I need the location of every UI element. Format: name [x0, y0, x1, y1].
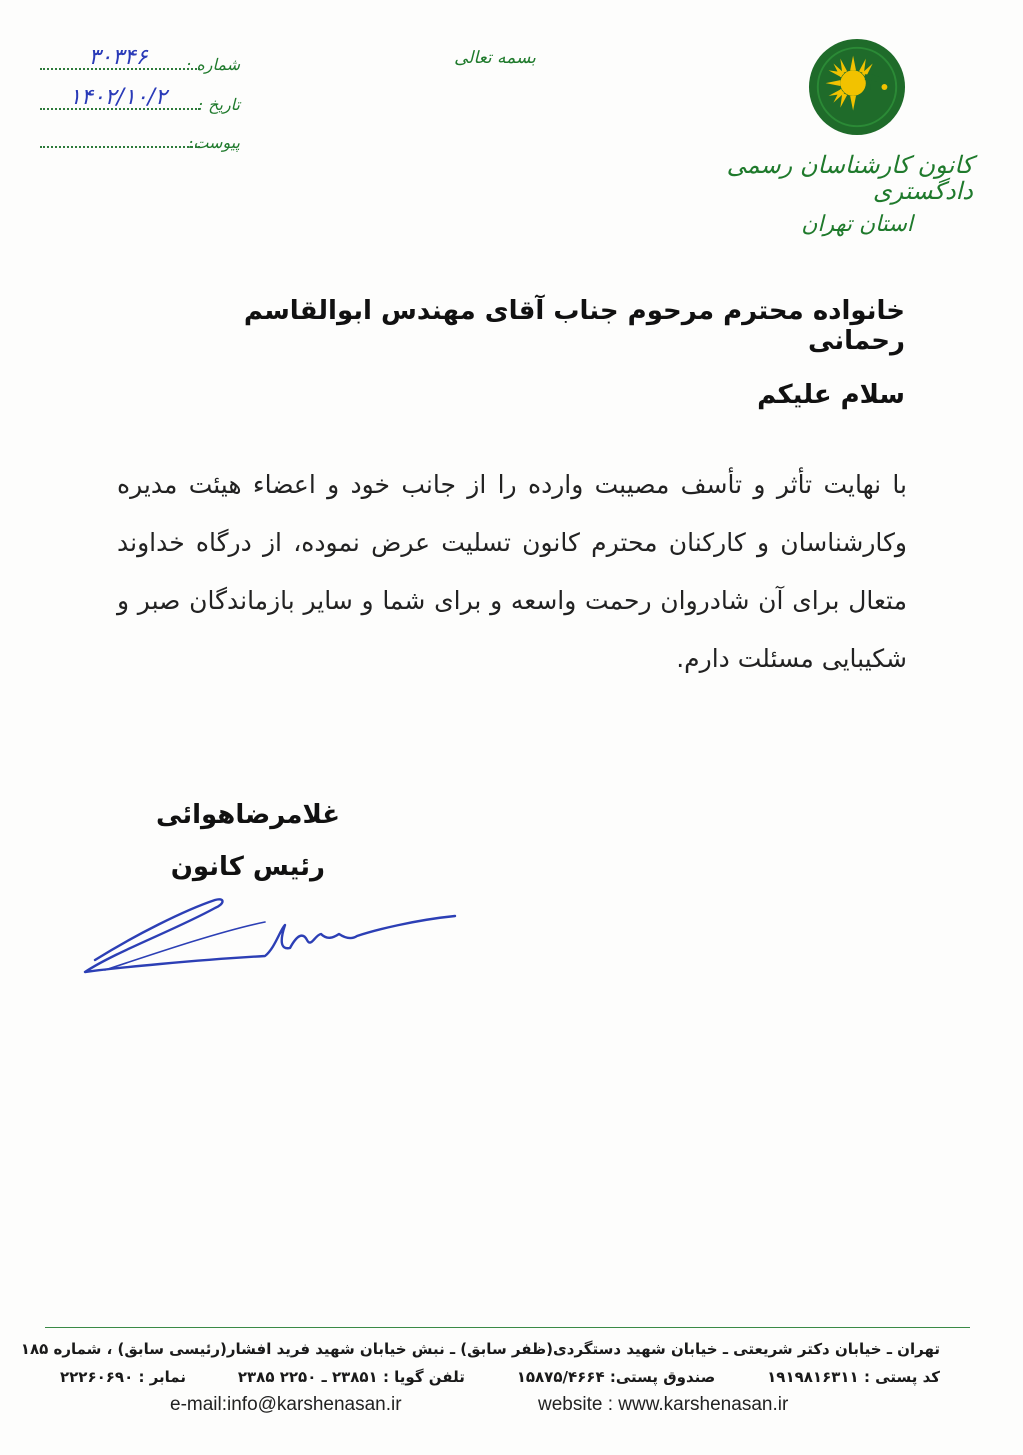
- footer-address: تهران ـ خیابان دکتر شریعتی ـ خیابان شهید دستگردی(ظفر سابق) ـ نبش خیابان شهید فرید افشار(رئیسی سابق) ، شماره ۱۸۵: [20, 1340, 940, 1358]
- footer-fax: نمابر : ۲۲۲۶۰۶۹۰: [60, 1368, 186, 1386]
- footer-email-link[interactable]: e-mail:info@karshenasan.ir: [170, 1394, 402, 1415]
- letter-date-value: ۱۴۰۲/۱۰/۲: [69, 85, 167, 110]
- footer-divider: [45, 1327, 970, 1328]
- letter-attachment-field: [40, 124, 240, 154]
- footer-po-box: صندوق پستی: ۱۵۸۷۵/۴۶۶۴: [516, 1368, 716, 1386]
- organization-logo-icon: [808, 38, 906, 136]
- organization-province: استان تهران: [801, 212, 913, 237]
- letter-body: با نهایت تأثر و تأسف مصیبت وارده را از جانب خود و اعضاء هیئت مدیره وکارشناسان و کارکنان محترم کانون تسلیت عرض نموده، از درگاه خداوند متعال برای آن شادروان رحمت واسعه و برای شما و سایر بازماندگان صبر و شکیبایی مسئلت دارم.: [117, 470, 907, 673]
- greeting-line: سلام علیکم: [757, 380, 905, 410]
- footer-website-link[interactable]: website : www.karshenasan.ir: [538, 1394, 789, 1415]
- organization-name: کانون کارشناسان رسمی دادگستری: [726, 151, 973, 206]
- basmala-heading: بسمه تعالی: [454, 48, 536, 68]
- footer-postal-code: کد پستی : ۱۹۱۹۸۱۶۳۱۱: [767, 1368, 940, 1386]
- letter-date-field: [40, 86, 240, 116]
- footer-contact-row: [60, 1368, 940, 1386]
- letter-attachment-label: پیوست:: [187, 133, 240, 152]
- handwritten-signature: [75, 890, 465, 985]
- signer-name: غلامرضاهوائی: [156, 800, 340, 830]
- letter-number-label: شماره :: [185, 55, 240, 74]
- letter-number-field: [40, 46, 240, 76]
- dotted-line: [40, 146, 200, 148]
- signer-title: رئیس کانون: [170, 852, 325, 882]
- addressee-line: خانواده محترم مرحوم جناب آقای مهندس ابوالقاسم رحمانی: [243, 296, 905, 356]
- letter-number-value: ۳۰۳۴۶: [88, 45, 148, 70]
- footer-phone: تلفن گویا : ۲۳۸۵۱ ـ ۲۲۵۰ ۲۳۸۵: [237, 1368, 465, 1386]
- letter-date-label: تاریخ :: [197, 95, 240, 114]
